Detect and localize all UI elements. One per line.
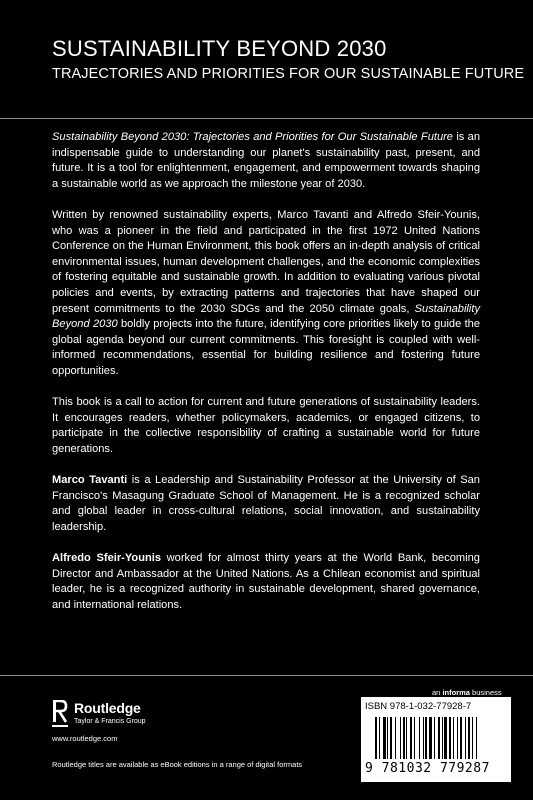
blurb-p2-italic: Sustainability Beyond 2030 bbox=[52, 302, 480, 331]
barcode-icon bbox=[375, 717, 503, 759]
barcode-bar bbox=[419, 717, 420, 759]
barcode-bar bbox=[472, 717, 473, 759]
barcode-bar bbox=[383, 717, 386, 759]
blurb-p2-text-a: Written by renowned sustainability experts, Marco Tavanti and Alfredo Sfeir-Younis, who was a pioneer in the field and participated in the first 1972 United Nations Conference on the Human Environment, this book offers an in-depth analysis of critical environmental issues, human development challenges, and the economic complexities of fostering equitable and sustainable growth. In addition to evaluating various pivotal policies and events, by extracting patterns and trajectories that have shaped our present commitments to the 2030 SDGs and the 2050 climate goals, bbox=[52, 208, 480, 315]
barcode-bar bbox=[410, 717, 412, 759]
publisher-group: Taylor & Francis Group bbox=[74, 718, 146, 725]
blurb-p2-text-b: boldly projects into the future, identifying core priorities likely to guide the global agenda beyond our current commitments. This foresight is coupled with well-informed recommendations, essential for building resilience and fostering future opportunities. bbox=[52, 318, 481, 377]
barcode-bar bbox=[457, 717, 458, 759]
barcode-bar bbox=[442, 717, 443, 759]
book-subtitle: TRAJECTORIES AND PRIORITIES FOR OUR SUSTAINABLE FUTURE bbox=[52, 66, 525, 82]
barcode-bar bbox=[429, 717, 432, 759]
blurb-paragraph-1 bbox=[52, 130, 480, 192]
barcode-bar bbox=[387, 717, 388, 759]
isbn-label: ISBN 978-1-032-77928-7 bbox=[365, 701, 472, 712]
publisher-name: Routledge bbox=[74, 700, 141, 716]
barcode-bar bbox=[438, 717, 440, 759]
barcode-bar bbox=[379, 717, 380, 759]
author-bio-1 bbox=[52, 473, 480, 535]
author-1-name: Marco Tavanti bbox=[52, 474, 128, 487]
barcode-bar bbox=[449, 717, 451, 759]
author-bio-2 bbox=[52, 551, 480, 613]
publisher-url: www.routledge.com bbox=[52, 734, 118, 743]
barcode-bar bbox=[403, 717, 405, 759]
blurb-paragraph-3: This book is a call to action for current and future generations of sustainability leaders. It encourages readers, whether policymakers, academics, or engaged citizens, to participate in the collective responsibility of crafting a sustainable world for future generations. bbox=[52, 396, 480, 455]
barcode-bar bbox=[375, 717, 377, 759]
barcode-bar bbox=[465, 717, 466, 759]
barcode-bar bbox=[400, 717, 401, 759]
barcode-panel bbox=[361, 697, 511, 782]
author-2-bio: worked for almost thirty years at the World Bank, becoming Director and Ambassador at the United Nations. As a Chilean economist and spiritual leader, he is a recognized authority in sustainable development, shared governance, and international relations. bbox=[52, 552, 480, 611]
informa-suffix: business bbox=[469, 688, 502, 697]
blurb-p1-text: is an indispensable guide to understanding our planet's sustainability past, present, and future. It is a tool for enlightenment, engagement, and empowerment towards shaping a sustainable world as we approach the milestone year of 2030. bbox=[52, 131, 480, 190]
informa-business-tag bbox=[432, 688, 502, 697]
author-1-bio: is a Leadership and Sustainability Professor at the University of San Francisco's Masagung Graduate School of Management. He is a recognized scholar and global leader in cross-cultural relations, social innovation, and sustainability leadership. bbox=[52, 474, 480, 533]
barcode-bar bbox=[460, 717, 462, 759]
barcode-bar bbox=[390, 717, 392, 759]
barcode-bar bbox=[423, 717, 424, 759]
divider-top bbox=[0, 118, 533, 119]
barcode-bar bbox=[414, 717, 415, 759]
book-title: SUSTAINABILITY BEYOND 2030 bbox=[52, 36, 387, 61]
blurb bbox=[52, 130, 480, 613]
author-2-name: Alfredo Sfeir-Younis bbox=[52, 552, 161, 565]
barcode-bar bbox=[476, 717, 477, 759]
barcode-bar bbox=[406, 717, 407, 759]
routledge-logo-icon bbox=[52, 700, 68, 730]
barcode-bar bbox=[425, 717, 427, 759]
informa-bold: informa bbox=[442, 688, 470, 697]
informa-prefix: an bbox=[432, 688, 443, 697]
barcode-bar bbox=[395, 717, 396, 759]
barcode-digits: 9 781032 779287 bbox=[365, 761, 490, 776]
barcode-bar bbox=[444, 717, 447, 759]
blurb-title-italic: Sustainability Beyond 2030: Trajectories and Priorities for Our Sustainable Future bbox=[52, 131, 453, 143]
blurb-paragraph-2 bbox=[52, 208, 480, 380]
ebook-note: Routledge titles are available as eBook editions in a range of digital formats bbox=[52, 760, 303, 769]
barcode-bar bbox=[453, 717, 454, 759]
barcode-bar bbox=[468, 717, 470, 759]
barcode-bar bbox=[434, 717, 435, 759]
divider-bottom bbox=[0, 675, 533, 676]
